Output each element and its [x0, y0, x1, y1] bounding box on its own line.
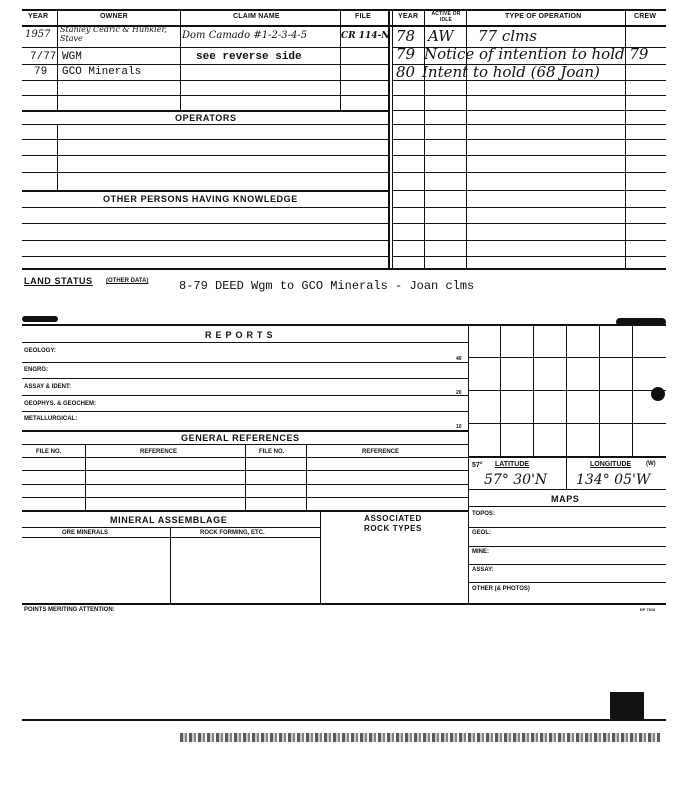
latitude-prefix: 57°	[472, 462, 483, 469]
owner-entry-owner: GCO Minerals	[62, 66, 142, 78]
col-line	[180, 9, 181, 110]
col-line	[245, 444, 246, 510]
points-meriting-label: POINTS MERITING ATTENTION:	[24, 607, 115, 613]
longitude-label: LONGITUDE	[590, 461, 632, 468]
associated-rock-types-title: ASSOCIATED ROCK TYPES	[363, 514, 422, 533]
row-line	[22, 64, 388, 65]
row-line	[22, 430, 468, 432]
scan-noise	[180, 733, 660, 742]
ref-col-reference-2: REFERENCE	[362, 449, 400, 455]
col-header-type-of-operation: TYPE OF OPERATION	[505, 13, 582, 20]
owner-entry-file: CR 114-N	[341, 31, 390, 41]
top-border	[22, 9, 666, 11]
row-line	[22, 47, 388, 48]
row-line	[468, 546, 666, 547]
row-line	[468, 506, 666, 507]
row-line	[22, 342, 468, 343]
scan-mark	[22, 316, 58, 322]
report-label-geophys: GEOPHYS. & GEOCHEM:	[24, 401, 97, 407]
row-line	[22, 510, 468, 512]
grid-line	[468, 357, 666, 358]
other-persons-title: OTHER PERSONS HAVING KNOWLEDGE	[103, 194, 298, 204]
row-line	[22, 537, 320, 538]
owner-entry-owner: WGM	[62, 51, 82, 63]
maps-title: MAPS	[551, 494, 580, 504]
ore-minerals-label: ORE MINERALS	[62, 530, 109, 536]
reports-bottom-border	[22, 603, 666, 605]
col-line	[85, 444, 86, 510]
owner-entry-year: 7/77	[30, 51, 57, 63]
latitude-label: LATITUDE	[495, 461, 530, 468]
scan-block	[610, 692, 644, 719]
report-num: 10	[456, 424, 462, 430]
report-label-geology: GEOLOGY:	[24, 348, 56, 354]
latitude-value: 57° 30'N	[484, 472, 548, 488]
operators-top	[22, 110, 388, 112]
operation-entry-year: 79	[396, 45, 416, 63]
punch-hole-icon	[651, 387, 665, 401]
row-line	[22, 95, 388, 96]
operation-entry-status: AW	[428, 27, 454, 45]
row-line	[468, 564, 666, 565]
grid-line	[468, 423, 666, 424]
col-header-file: FILE	[355, 13, 371, 20]
row-line	[22, 172, 388, 173]
owner-entry-year: 1957	[25, 29, 51, 40]
operation-entry-type: Intent to hold (68 Joan)	[422, 63, 600, 81]
col-header-year-2: YEAR	[398, 13, 419, 20]
top-form-bottom	[22, 268, 666, 270]
owner-entry-claim: see reverse side	[196, 51, 302, 63]
maps-row-assay: ASSAY:	[472, 567, 494, 573]
row-line	[22, 411, 468, 412]
col-header-claim-name: CLAIM NAME	[233, 13, 280, 20]
row-line	[22, 124, 388, 125]
ref-col-reference: REFERENCE	[140, 449, 178, 455]
maps-row-other: OTHER (& PHOTOS)	[472, 586, 530, 592]
grid-line	[468, 390, 666, 391]
col-header-active-idle: ACTIVE OR IDLE	[431, 11, 461, 23]
owner-entry-claim: Dom Camado #1-2-3-4-5	[182, 30, 308, 41]
report-label-metallurgical: METALLURGICAL:	[24, 416, 78, 422]
grid-line	[468, 456, 666, 458]
row-line	[22, 139, 388, 140]
col-header-year: YEAR	[28, 13, 49, 20]
maps-row-topos: TOPOS:	[472, 511, 495, 517]
report-label-assay: ASSAY & IDENT:	[24, 384, 72, 390]
row-line	[22, 240, 388, 241]
col-line	[566, 456, 567, 489]
ref-col-file-no-2: FILE NO.	[259, 449, 285, 455]
row-line	[22, 527, 320, 528]
divider-line	[392, 9, 393, 268]
row-line	[22, 155, 388, 156]
col-header-owner: OWNER	[100, 13, 128, 20]
longitude-value: 134° 05'W	[576, 472, 651, 488]
row-line	[22, 362, 468, 363]
operation-entry-year: 80	[396, 63, 416, 81]
longitude-suffix: (W)	[646, 461, 656, 467]
report-num: 20	[456, 390, 462, 396]
owner-entry-year: 79	[34, 66, 48, 78]
col-line	[57, 9, 58, 110]
reports-title: REPORTS	[205, 330, 277, 340]
land-status-sublabel: (OTHER DATA)	[106, 278, 149, 284]
divider-line	[388, 9, 390, 268]
operation-entry-type: Notice of intention to hold 79	[424, 45, 649, 63]
report-num: 40	[456, 356, 462, 362]
reports-top-border	[22, 324, 666, 326]
other-persons-top	[22, 190, 388, 192]
ref-col-file-no: FILE NO.	[36, 449, 62, 455]
maps-row-geol: GEOL:	[472, 530, 491, 536]
operation-entry-type: 77 clms	[478, 27, 537, 45]
row-line	[468, 489, 666, 490]
general-references-title: GENERAL REFERENCES	[181, 433, 300, 443]
divider-line	[468, 324, 469, 603]
col-line	[320, 510, 321, 603]
row-line	[22, 395, 468, 396]
maps-row-mine: MINE:	[472, 549, 489, 555]
col-line	[170, 527, 171, 603]
form-number: EP 7910	[640, 607, 656, 612]
report-label-engrg: ENGRG:	[24, 367, 48, 373]
col-line	[340, 9, 341, 110]
operation-entry-year: 78	[396, 27, 416, 45]
rock-forming-label: ROCK FORMING, ETC.	[200, 530, 265, 536]
col-line	[57, 124, 58, 190]
row-line	[22, 378, 468, 379]
row-line	[22, 207, 388, 208]
row-line	[22, 223, 388, 224]
mineral-assemblage-title: MINERAL ASSEMBLAGE	[110, 515, 228, 525]
owner-entry-owner: Stanley Cedric & Hunkler, Stave	[60, 25, 167, 43]
row-line	[22, 256, 388, 257]
land-status-label: LAND STATUS	[24, 276, 93, 286]
row-line	[22, 80, 388, 81]
operators-title: OPERATORS	[175, 113, 237, 123]
land-status-value: 8-79 DEED Wgm to GCO Minerals - Joan clms	[179, 279, 475, 293]
row-line	[468, 582, 666, 583]
col-line	[306, 444, 307, 510]
row-line	[468, 527, 666, 528]
col-header-crew: CREW	[634, 13, 657, 20]
bottom-line	[22, 719, 666, 721]
